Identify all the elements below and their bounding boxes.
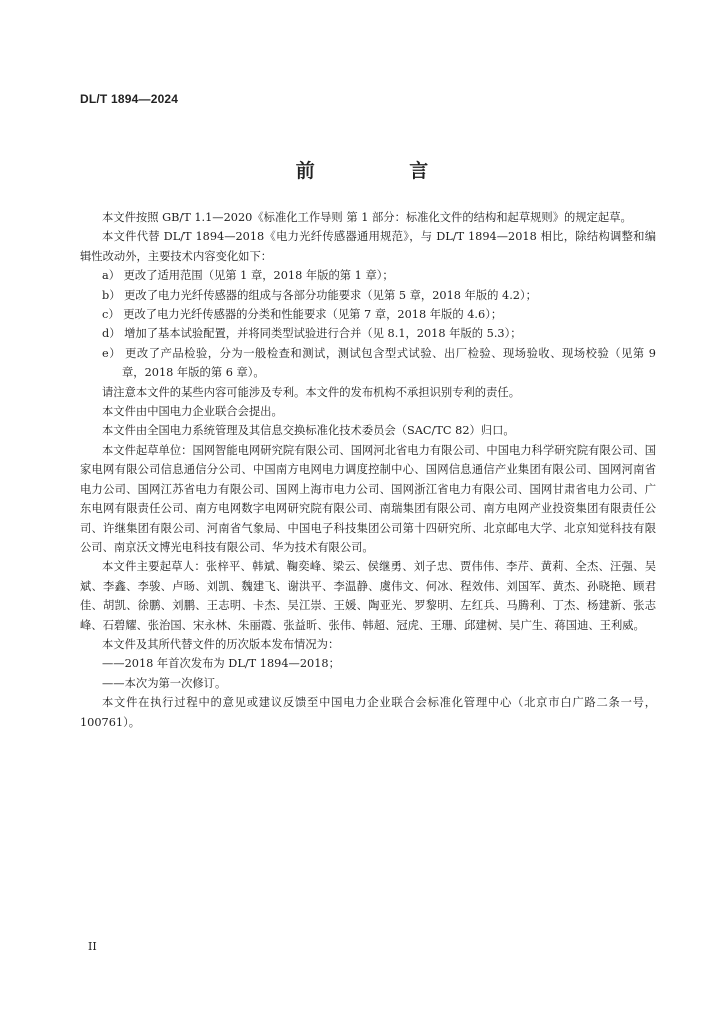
paragraph-feedback: 本文件在执行过程中的意见或建议反馈至中国电力企业联合会标准化管理中心（北京市白广路二条一号，100761）。 [80,696,656,729]
page-number: II [88,940,97,953]
page-title: 前 言 [295,160,473,182]
document-body [80,208,656,732]
paragraph-drafting-rules: 本文件按照 GB/T 1.1—2020《标准化工作导则 第 1 部分：标准化文件的结构和起草规则》的规定起草。 [102,211,632,224]
history-item: ——2018 年首次发布为 DL/T 1894—2018； [102,657,340,671]
list-item: a） 更改了适用范围（见第 1 章，2018 年版的第 1 章）； [102,269,394,283]
standard-code: DL/T 1894—2024 [80,92,179,106]
paragraph-committee: 本文件由全国电力系统管理及其信息交换标准化技术委员会（SAC/TC 82）归口。 [102,424,515,438]
list-item: d） 增加了基本试验配置，并将同类型试验进行合并（见 8.1，2018 年版的 5.3）； [102,327,522,341]
paragraph-proposer: 本文件由中国电力企业联合会提出。 [102,405,283,419]
paragraph-patent-notice: 请注意本文件的某些内容可能涉及专利。本文件的发布机构不承担识别专利的责任。 [102,385,520,399]
paragraph-replacement: 本文件代替 DL/T 1894—2018《电力光纤传感器通用规范》，与 DL/T 1894—2018 相比，除结构调整和编辑性改动外，主要技术内容变化如下： [80,230,656,263]
paragraph-drafters: 本文件主要起草人：张梓平、韩斌、鞠奕峰、梁云、侯继勇、刘子忠、贾伟伟、李芹、黄莉、全杰、汪强、吴斌、李鑫、李骏、卢旸、刘凯、魏建飞、谢洪平、李温静、虞伟文、何冰、程效伟、刘国军、黄杰、孙晓艳、顾君佳、胡凯、徐鹏、刘鹏、王志明、卡杰、吴江崇、王媛、陶亚光、罗黎明、左红兵、马腾利、丁杰、杨建新、张志峰、石碧耀、张治国、宋永林、朱丽霞、张益昕、张伟、韩超、冠虎、王珊、邱建树、吴广生、蒋国迪、王利威。 [80,560,656,632]
paragraph-history-intro: 本文件及其所代替文件的历次版本发布情况为： [102,637,340,651]
list-item: c） 更改了电力光纤传感器的分类和性能要求（见第 7 章，2018 年版的 4.6）； [102,308,503,322]
history-item: ——本次为第一次修订。 [102,676,227,690]
paragraph-drafting-units: 本文件起草单位：国网智能电网研究院有限公司、国网河北省电力有限公司、中国电力科学研究院有限公司、国家电网有限公司信息通信分公司、中国南方电网电力调度控制中心、国网信息通信产业集团有限公司、国网河南省电力公司、国网江苏省电力有限公司、国网上海市电力公司、国网浙江省电力有限公司、国网甘肃省电力公司、广东电网有限责任公司、南方电网数字电网研究院有限公司、南瑞集团有限公司、南方电网产业投资集团有限责任公司、许继集团有限公司、河南省气象局、中国电子科技集团公司第十四研究所、北京邮电大学、北京知觉科技有限公司、南京沃文博光电科技有限公司、华为技术有限公司。 [80,443,656,554]
list-item: b） 更改了电力光纤传感器的组成与各部分功能要求（见第 5 章，2018 年版的 4.2）； [102,288,537,302]
changes-list [80,266,656,382]
list-item: e） 更改了产品检验，分为一般检查和测试，测试包含型式试验、出厂检验、现场验收、现场校验（见第 9 章，2018 年版的第 6 章）。 [102,346,656,380]
